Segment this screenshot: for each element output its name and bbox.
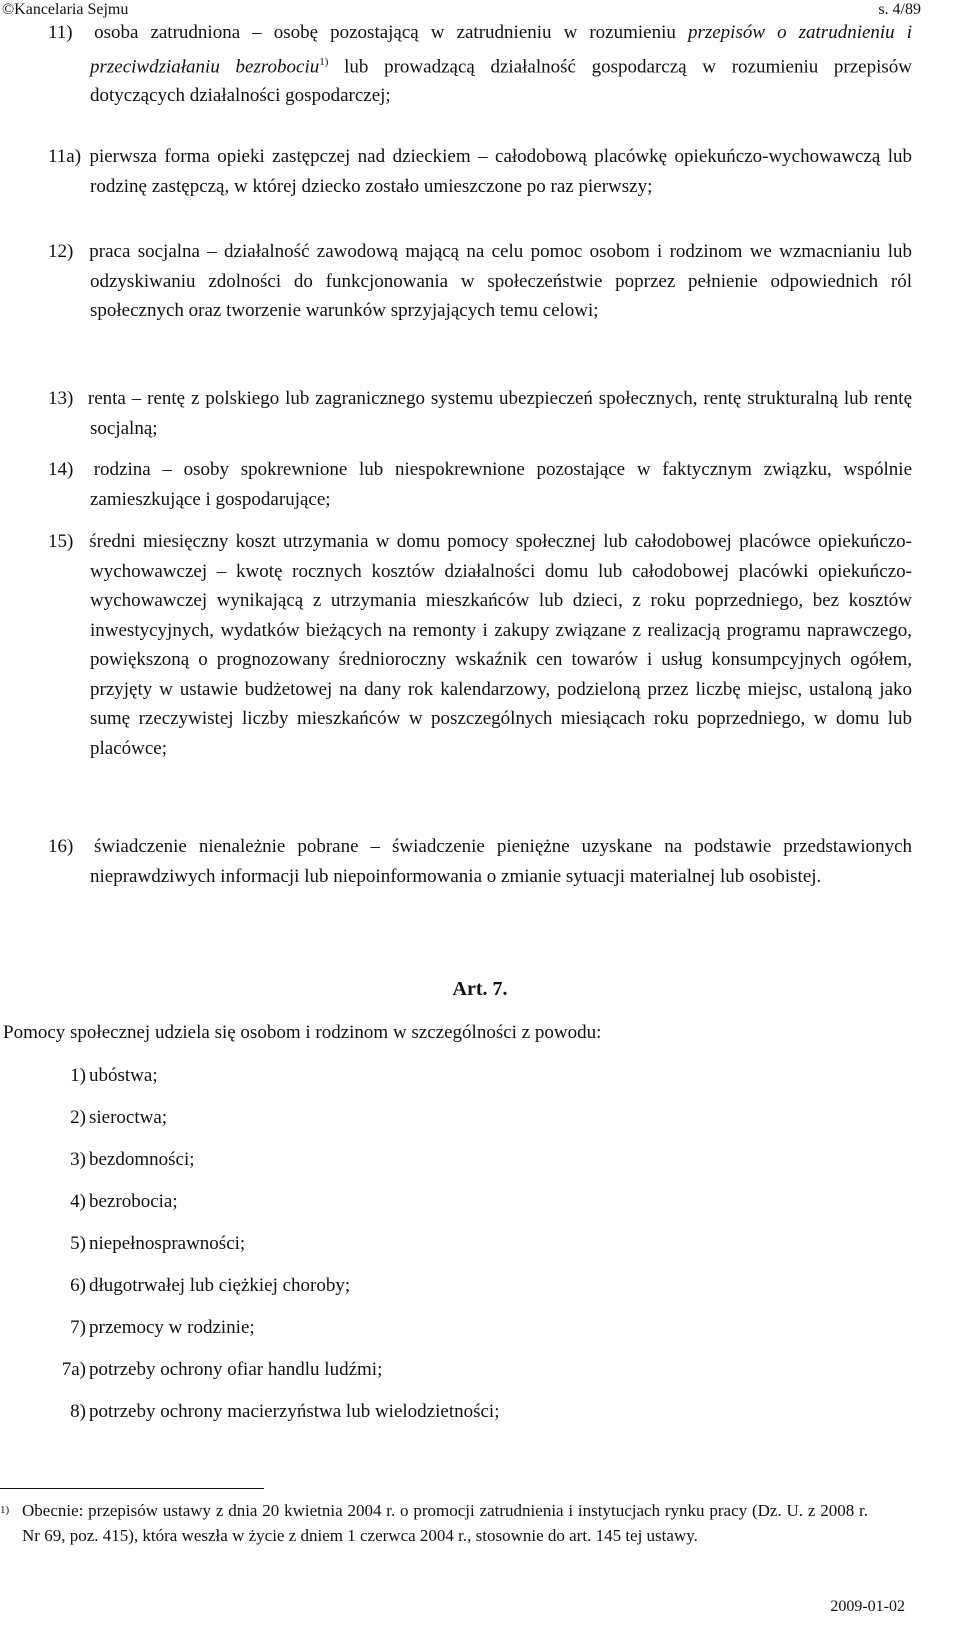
list-item (48, 1107, 167, 1129)
list-item (48, 1233, 245, 1255)
footer-date: 2009-01-02 (830, 1598, 905, 1615)
list-item-text: niepełnosprawności; (89, 1233, 246, 1254)
list-item (48, 1149, 195, 1171)
footnote (0, 1498, 874, 1548)
footnote-text: Obecnie: przepisów ustawy z dnia 20 kwietnia 2004 r. o promocji zatrudnienia i instytucjach rynku pracy (Dz. U. z 2008 r. Nr 69, poz. 415), która weszła w życie z dniem 1 czerwca 2004 r., stosownie do art. 145 tej ustawy. (22, 1501, 868, 1545)
definition-15 (48, 527, 912, 763)
footnote-reference: 1) (319, 55, 329, 68)
list-item-number: 3) (70, 1149, 86, 1170)
definition-text: rodzina – osoby spokrewnione lub niespokrewnione pozostające w faktycznym związku, wspólnie zamieszkujące i gospodarujące; (90, 459, 913, 510)
list-item (48, 1317, 255, 1339)
definition-number: 11) (48, 22, 73, 43)
definition-text: pierwsza forma opieki zastępczej nad dzieckiem – całodobową placówkę opiekuńczo-wychowawczą lub rodzinę zastępczą, w której dziecko zostało umieszczone po raz pierwszy; (89, 146, 912, 197)
list-item-number: 8) (70, 1401, 86, 1422)
list-item-number: 7) (70, 1317, 86, 1338)
definition-12 (48, 237, 912, 326)
list-item (48, 1359, 382, 1381)
definition-11 (48, 18, 912, 111)
article-title: Art. 7. (452, 978, 508, 1000)
list-item-text: bezdomności; (89, 1149, 195, 1170)
list-item-number: 2) (70, 1107, 86, 1128)
list-item-text: potrzeby ochrony macierzyństwa lub wielodzietności; (89, 1401, 500, 1422)
list-item-number: 4) (70, 1191, 86, 1212)
definition-16 (48, 832, 912, 891)
definition-text: świadczenie nienależnie pobrane – świadczenie pieniężne uzyskane na podstawie przedstawionych nieprawdziwych informacji lub niepoinformowania o zmianie sytuacji materialnej lub osobistej. (90, 836, 913, 887)
article-intro: Pomocy społecznej udziela się osobom i rodzinom w szczególności z powodu: (3, 1022, 602, 1043)
definition-text-part: lub prowadzącą działalność gospodarczą w rozumieniu przepisów dotyczących działalności gospodarczej; (90, 55, 912, 107)
list-item-number: 7a) (61, 1359, 86, 1380)
list-item-text: bezrobocia; (89, 1191, 178, 1212)
header-copyright: ©Kancelaria Sejmu (2, 1, 129, 18)
definition-text: średni miesięczny koszt utrzymania w domu pomocy społecznej lub całodobowej placówce opiekuńczo-wychowawczej – kwotę rocznych kosztów działalności domu lub całodobowej placówki opiekuńczo-wychowawczej wynikającą z utrzymania mieszkańców lub dzieci, z roku poprzedniego, bez kosztów inwestycyjnych, wydatków bieżących na remonty i zakupy związane z realizacją programu naprawczego, powiększoną o prognozowany średnioroczny wskaźnik cen towarów i usług konsumpcyjnych ogółem, przyjęty w ustawie budżetowej na dany rok kalendarzowy, podzieloną przez liczbę miejsc, ustaloną jako sumę rzeczywistej liczby mieszkańców w poszczególnych miesiącach roku poprzedniego, w domu lub placówce; (89, 531, 912, 759)
footnote-divider (0, 1488, 264, 1489)
page-number: s. 4/89 (878, 1, 921, 18)
definition-number: 16) (48, 836, 74, 857)
definition-13 (48, 384, 912, 443)
list-item (48, 1401, 499, 1423)
definition-number: 13) (48, 388, 74, 409)
footnote-mark: 1) (0, 1504, 10, 1516)
list-item-text: ubóstwa; (89, 1065, 158, 1086)
definition-number: 11a) (48, 146, 82, 167)
list-item-number: 5) (70, 1233, 86, 1254)
definition-text-italic: przepisów o zatrudnieniu i przeciwdziałaniu bezrobociu (90, 22, 913, 77)
definition-11a (48, 142, 912, 201)
definition-14 (48, 455, 912, 514)
list-item-text: sieroctwa; (89, 1107, 168, 1128)
list-item (48, 1065, 158, 1087)
definition-text: renta – rentę z polskiego lub zagranicznego systemu ubezpieczeń społecznych, rentę strukturalną lub rentę socjalną; (87, 388, 912, 439)
list-item (48, 1275, 350, 1297)
definition-number: 12) (48, 241, 74, 262)
list-item-number: 6) (70, 1275, 86, 1296)
definition-number: 15) (48, 531, 74, 552)
definition-text-part: osoba zatrudniona – osobę pozostającą w zatrudnieniu w rozumieniu (94, 22, 688, 43)
list-item (48, 1191, 178, 1213)
list-item-text: potrzeby ochrony ofiar handlu ludźmi; (89, 1359, 383, 1380)
definition-text: praca socjalna – działalność zawodową mającą na celu pomoc osobom i rodzinom we wzmacnianiu lub odzyskiwaniu zdolności do funkcjonowania w społeczeństwie poprzez pełnienie odpowiednich ról społecznych oraz tworzenie warunków sprzyjających temu celowi; (89, 241, 913, 321)
definition-number: 14) (48, 459, 74, 480)
list-item-text: długotrwałej lub ciężkiej choroby; (89, 1275, 351, 1296)
list-item-text: przemocy w rodzinie; (89, 1317, 255, 1338)
list-item-number: 1) (70, 1065, 86, 1086)
